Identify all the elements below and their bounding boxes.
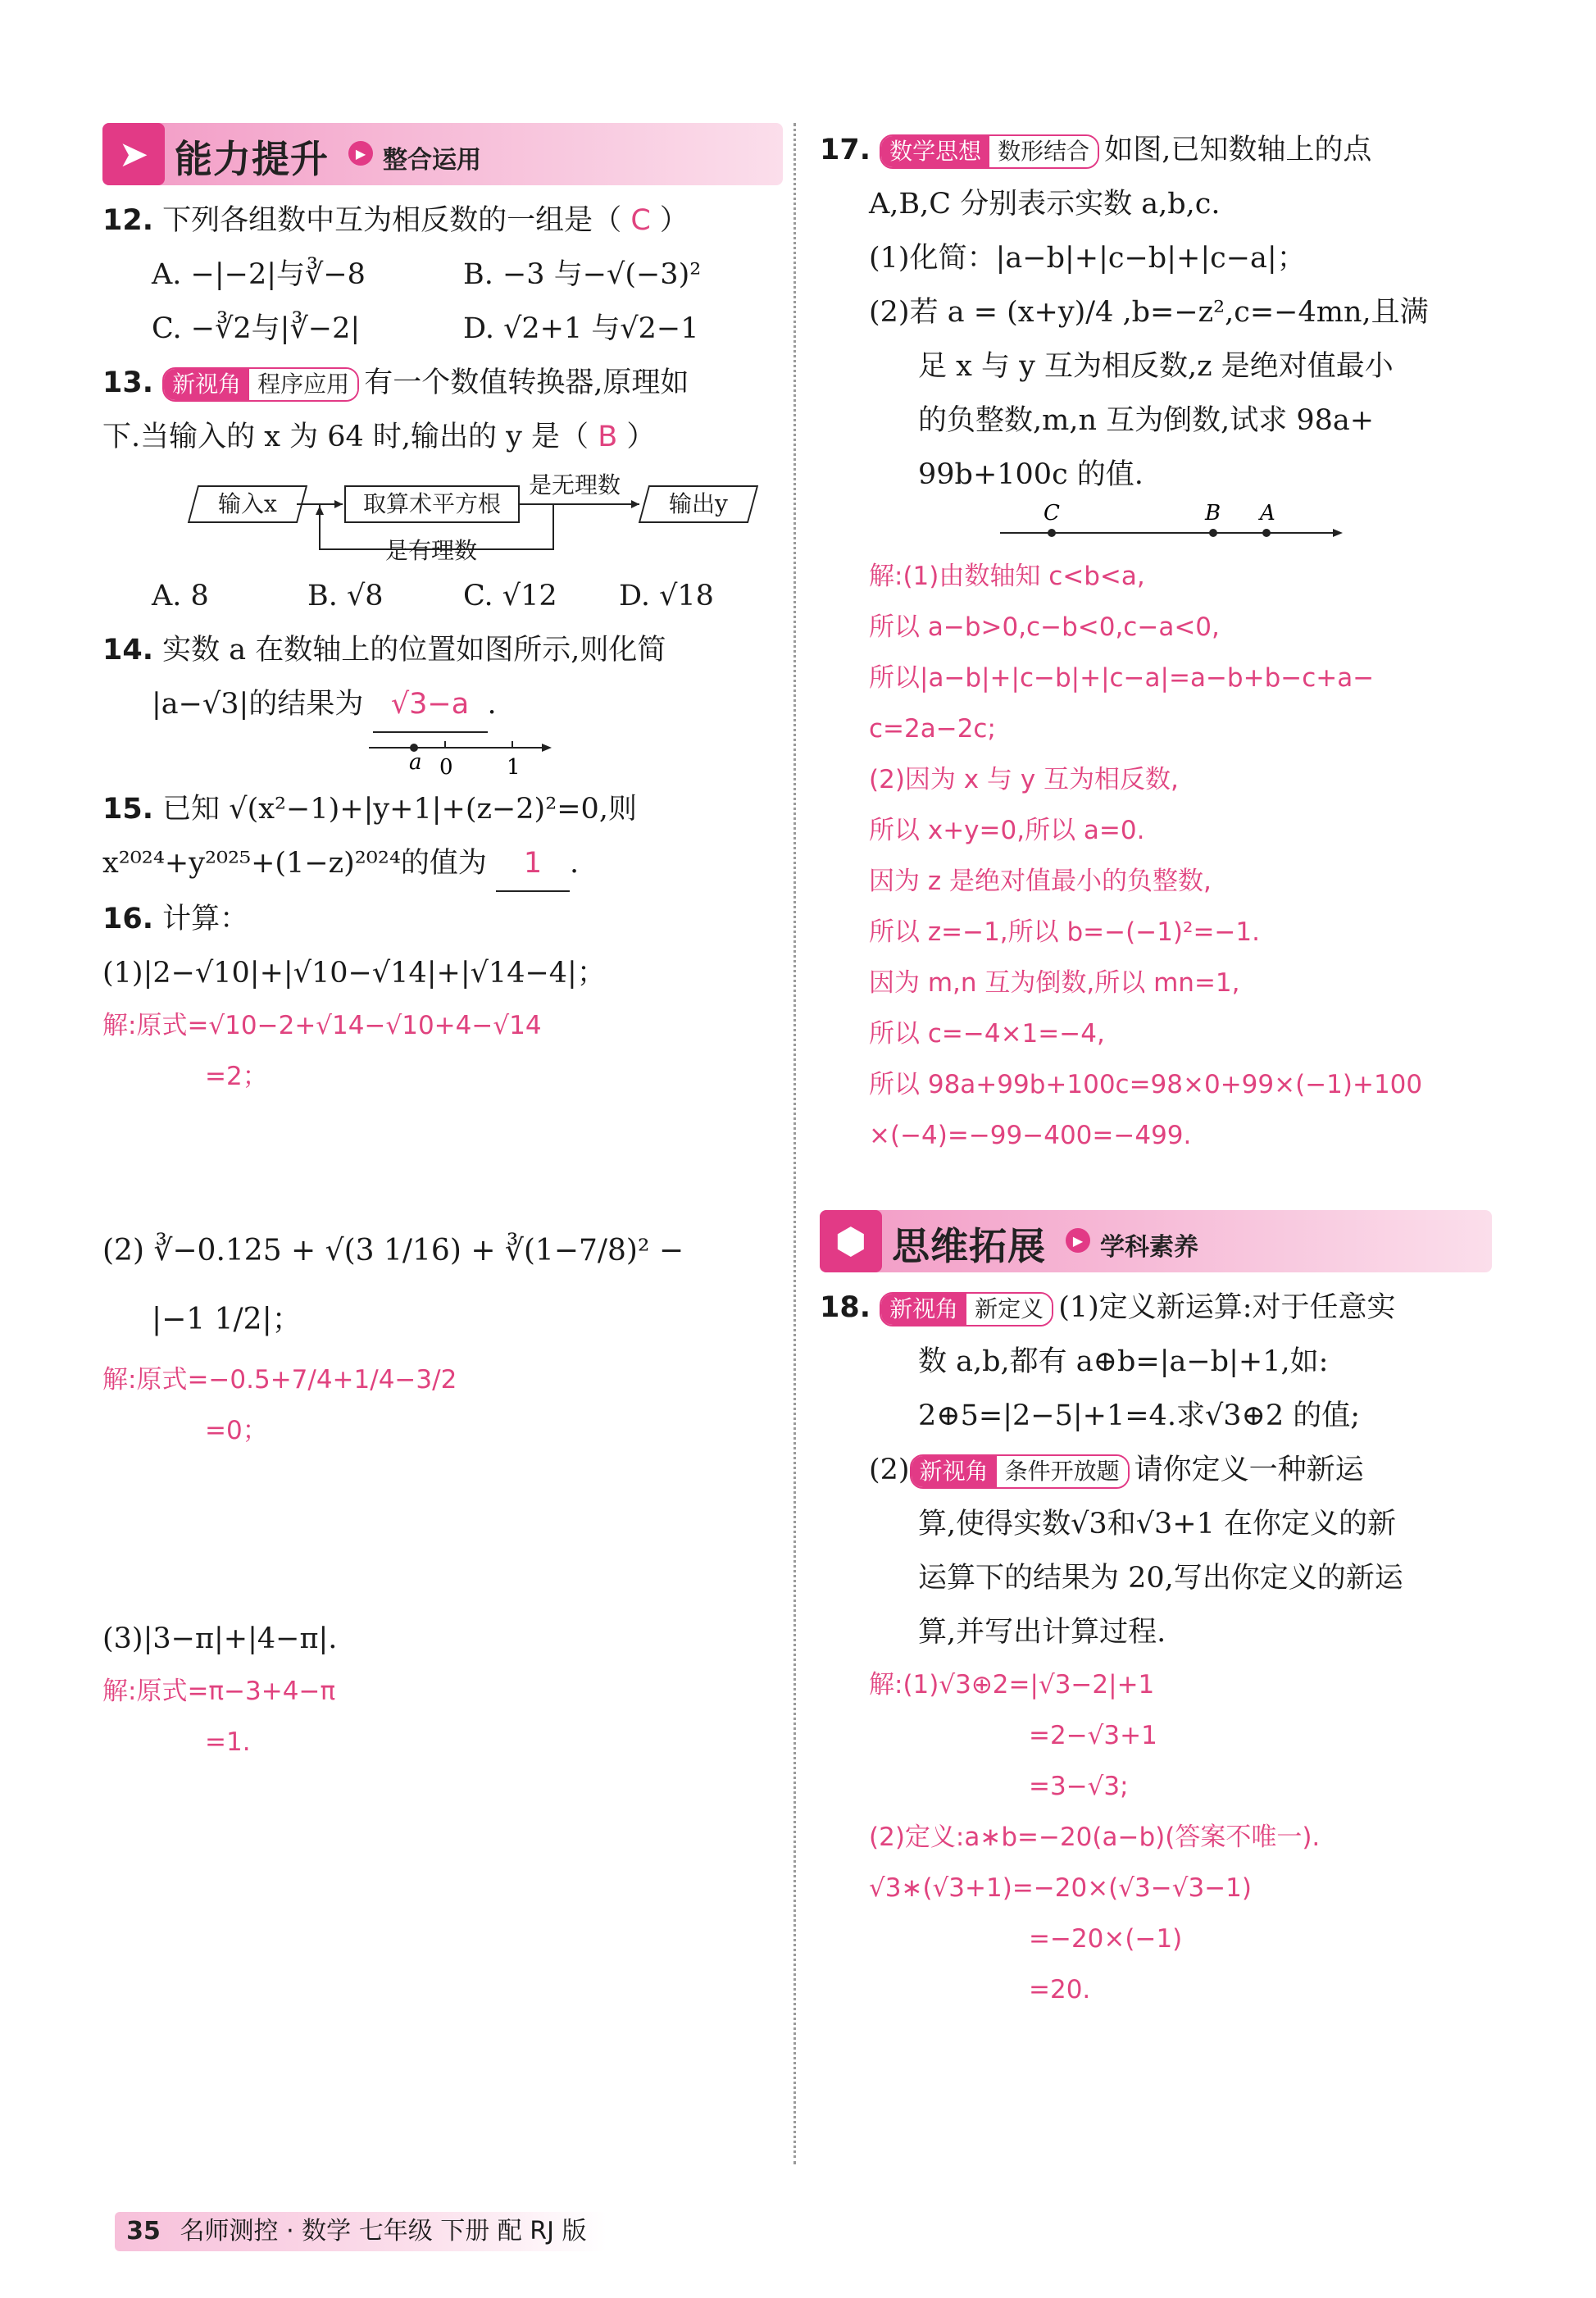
rocket-icon: ➤ [102,123,165,185]
question-text: 有一个数值转换器,原理如 [364,366,689,399]
q16-part1: (1)|2−√10|+|√10−√14|+|√14−4|； [102,957,606,990]
q17-part2-line2: 足 x 与 y 互为相反数,z 是绝对值最小 [918,350,1394,383]
question-number: 12. [102,204,154,237]
flow-input-box: 输入x [188,485,307,523]
solution-line: 所以 a−b>0,c−b<0,c−a<0, [869,612,1220,642]
axis-label-a: a [409,750,422,775]
q16-part2-solution: 解:原式=−0.5+7/4+1/4−3/2 [102,1365,457,1395]
question-15-line2: x²⁰²⁴+y²⁰²⁵+(1−z)²⁰²⁴的值为 1 . [102,836,783,892]
q17-part2: (2)若 a = (x+y)/4 ,b=−z²,c=−4mn,且满 [869,296,1429,329]
question-18-line3: 2⊕5=|2−5|+1=4.求√3⊕2 的值; [918,1399,1361,1432]
column-divider [793,123,796,2164]
question-number: 17. [820,134,871,166]
question-number: 15. [102,793,154,826]
number-line-svg [820,502,1492,551]
q18-part2-line2: 算,使得实数√3和√3+1 在你定义的新 [918,1508,1396,1540]
workspace [102,1102,783,1217]
play-icon: ▶ [348,141,373,166]
q16-part3-solution: 解:原式=π−3+4−π [102,1677,336,1706]
solution-line: c=2a−2c; [869,714,996,744]
solution-line: 所以 z=−1,所以 b=−(−1)²=−1. [869,917,1260,947]
banner-subtitle: 整合运用 [383,146,481,175]
question-text: x²⁰²⁴+y²⁰²⁵+(1−z)²⁰²⁴的值为 [102,847,487,880]
question-13-options [102,569,783,623]
solution-line: 因为 m,n 互为倒数,所以 mn=1, [869,968,1240,998]
question-13-line2 [102,410,783,464]
option-c: C. √12 [463,580,557,612]
solution-line: 所以 x+y=0,所以 a=0. [869,816,1145,845]
answer: B [598,421,618,453]
flow-label-irrational: 是无理数 [529,471,621,498]
tag-new-perspective: 新视角 新定义 [880,1292,1053,1326]
banner-subtitle: 学科素养 [1100,1233,1198,1262]
option-a: A. −|−2|与∛−8 [152,258,366,291]
book-title: 名师测控 · 数学 七年级 下册 配 RJ 版 [180,2217,587,2246]
flow-process-box: 取算术平方根 [344,485,520,523]
cube-icon: ⬢ [820,1210,882,1272]
solution-line: ×(−4)=−99−400=−499. [869,1121,1192,1150]
question-text: 下列各组数中互为相反数的一组是（ [162,204,622,237]
solution-line: 所以|a−b|+|c−b|+|c−a|=a−b+b−c+a− [869,663,1375,693]
axis-label-c: C [1044,502,1060,526]
question-18-line2: 数 a,b,都有 a⊕b=|a−b|+1,如: [918,1345,1329,1378]
question-16 [102,892,783,946]
q17-part1: (1)化简：|a−b|+|c−b|+|c−a|； [869,242,1306,275]
q17-part2-line4: 99b+100c 的值. [918,458,1144,491]
option-b: B. −3 与−√(−3)² [463,258,702,291]
q16-part3-result: =1. [205,1727,251,1757]
answer: C [630,204,651,237]
q18-part2-line4: 算,并写出计算过程. [918,1616,1166,1649]
play-icon: ▶ [1066,1228,1090,1253]
number-line-q17 [820,502,1492,551]
solution-line: =2−√3+1 [1029,1721,1157,1750]
q16-part3: (3)|3−π|+|4−π|. [102,1622,338,1655]
question-text: (1)定义新运算:对于任意实 [1058,1291,1396,1324]
question-14 [102,623,783,677]
q16-part2: (2) ∛−0.125 + √(3 1/16) + ∛(1−7/8)² − [102,1234,684,1267]
question-text: 下.当输入的 x 为 64 时,输出的 y 是（ [102,421,589,453]
solution-line: 所以 c=−4×1=−4, [869,1019,1105,1049]
q17-solution [820,551,1492,1161]
question-number: 14. [102,634,154,667]
q16-part2-result: =0； [205,1416,268,1445]
number-line-q14 [102,733,783,782]
option-a: A. 8 [152,580,209,612]
axis-label-one: 1 [507,755,521,780]
question-12 [102,193,783,248]
solution-line: 因为 z 是绝对值最小的负整数, [869,867,1212,896]
section-banner-thinking [820,1210,1492,1272]
axis-label-zero: 0 [439,755,453,780]
question-number: 18. [820,1291,871,1324]
answer-blank: √3−a [373,677,488,733]
tag-math-thinking: 数学思想 数形结合 [880,134,1099,169]
question-text: |a−√3|的结果为 [152,688,364,721]
question-number: 13. [102,366,154,399]
page-number: 35 [126,2217,161,2246]
left-column [102,123,783,1768]
solution-line: =−20×(−1) [1029,1924,1183,1954]
question-15 [102,782,783,836]
answer-blank: 1 [496,836,570,892]
page-footer [115,2212,607,2251]
banner-title: 思维拓展 [892,1224,1046,1268]
question-17-line2: A,B,C 分别表示实数 a,b,c. [869,188,1221,221]
question-text: 实数 a 在数轴上的位置如图所示,则化简 [162,634,666,667]
question-text: 如图,已知数轴上的点 [1104,134,1372,166]
question-18 [820,1281,1492,1335]
banner-title: 能力提升 [175,137,329,181]
question-12-options-row2 [102,302,783,356]
solution-line: (2)定义:a∗b=−20(a−b)(答案不唯一). [869,1822,1321,1852]
q18-part2: (2) 新视角 条件开放题 请你定义一种新运 [820,1443,1492,1497]
axis-label-a: A [1260,502,1275,526]
option-b: B. √8 [307,580,384,612]
flowchart [102,467,783,566]
solution-line: 解:(1)√3⊕2=|√3−2|+1 [869,1670,1155,1700]
q17-part2-line3: 的负整数,m,n 互为倒数,试求 98a+ [918,404,1375,437]
flow-label-rational: 是有理数 [385,537,478,564]
solution-line: =3−√3; [1029,1772,1129,1801]
paren-close: ） [626,421,656,453]
question-text: 已知 √(x²−1)+|y+1|+(z−2)²=0,则 [162,793,637,826]
option-c: C. −∛2与|∛−2| [152,312,361,345]
tag-new-perspective: 新视角 程序应用 [162,367,359,402]
q18-solution [820,1659,1492,2015]
workspace [102,1456,783,1612]
solution-line: (2)因为 x 与 y 互为相反数, [869,765,1179,794]
solution-line: √3∗(√3+1)=−20×(√3−√3−1) [869,1873,1252,1903]
flow-output-box: 输出y [639,485,758,523]
q16-part1-solution: 解:原式=√10−2+√14−√10+4−√14 [102,1011,542,1040]
paren-close: ） [659,204,689,237]
question-17 [820,123,1492,177]
solution-line: 解:(1)由数轴知 c<b<a, [869,562,1145,591]
q18-part2-line3: 运算下的结果为 20,写出你定义的新运 [918,1562,1403,1595]
q16-part1-result: =2； [205,1062,268,1091]
question-13 [102,356,783,410]
q16-part2-line2: |−1 1/2|； [152,1303,302,1336]
tag-open-condition: 新视角 条件开放题 [910,1454,1130,1489]
solution-line: 所以 98a+99b+100c=98×0+99×(−1)+100 [869,1070,1423,1099]
question-number: 16. [102,903,154,935]
question-text: 计算： [162,903,249,935]
right-column [820,123,1492,2015]
number-line-svg [102,733,783,782]
question-14-line2: |a−√3|的结果为 √3−a . [102,677,783,733]
section-banner-ability [102,123,783,185]
question-12-options-row1 [102,248,783,302]
solution-line: =20. [1029,1975,1091,2004]
option-d: D. √18 [619,580,714,612]
axis-label-b: B [1205,502,1221,526]
option-d: D. √2+1 与√2−1 [463,312,699,345]
